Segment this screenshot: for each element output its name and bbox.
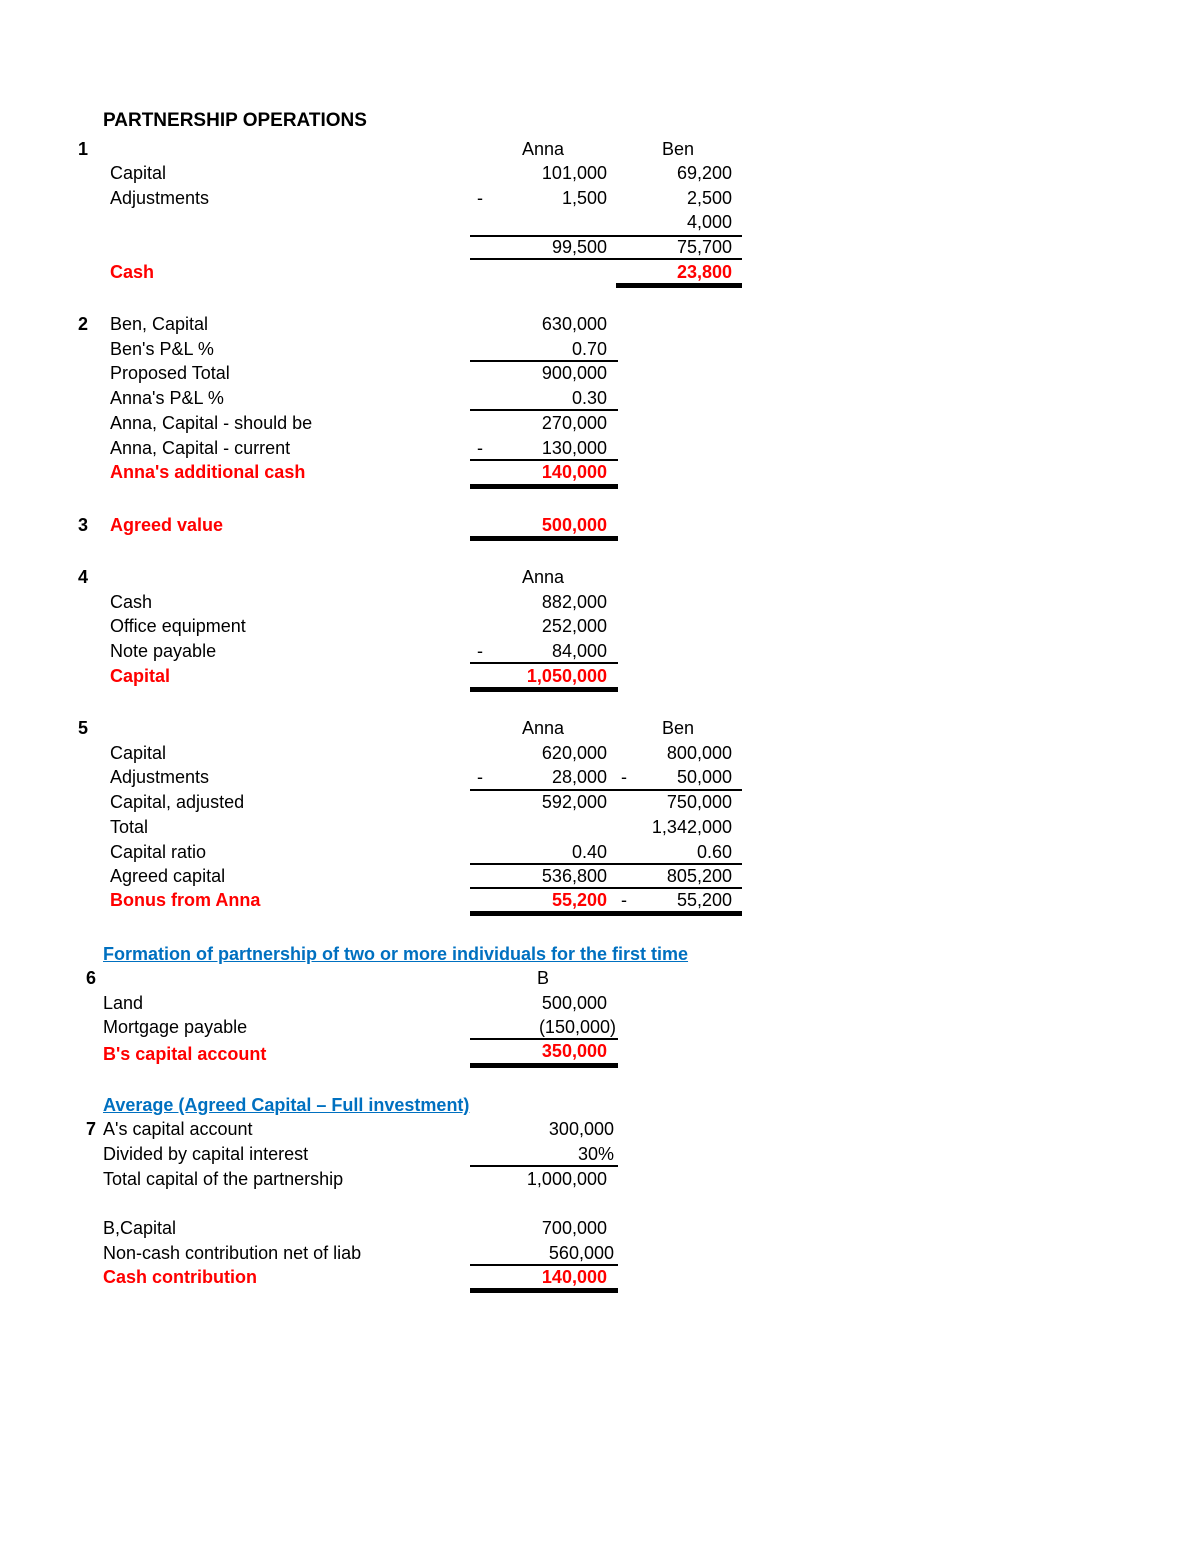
value-anna-current: 130,000 [541,438,607,458]
value-adjustments-ben-1: 2,500 [686,188,732,208]
value-b-capital-account: 350,000 [541,1041,607,1061]
minus-sign: - [621,890,627,910]
value-agreed-capital-anna: 536,800 [541,866,607,886]
value-divided-by-capital-interest: 30% [577,1144,614,1164]
value-adjustments-anna: 1,500 [561,188,607,208]
section-number-5: 5 [78,718,89,738]
value-anna-pl: 0.30 [571,388,607,408]
row-label-ben-capital: Ben, Capital [110,314,209,334]
section-heading-average: Average (Agreed Capital – Full investment) [103,1095,470,1115]
minus-sign: - [477,188,483,208]
underline [470,1165,618,1167]
value-note-payable: 84,000 [551,641,607,661]
double-underline [470,1288,618,1293]
minus-sign: - [477,641,483,661]
section-number-7: 7 [86,1119,97,1139]
row-label-b-capital-account: B's capital account [103,1044,267,1064]
value-ben-pl: 0.70 [571,339,607,359]
row-label-divided-by-capital-interest: Divided by capital interest [103,1144,309,1164]
section-number-6: 6 [86,968,97,988]
double-underline [470,687,618,692]
value-mortgage-payable: (150,000) [538,1017,616,1037]
row-label-agreed-value: Agreed value [110,515,224,535]
value-capital-adjusted-anna: 592,000 [541,792,607,812]
value-ben-capital: 630,000 [541,314,607,334]
minus-sign: - [477,438,483,458]
row-label-capital-ratio: Capital ratio [110,842,207,862]
value-subtotal-anna: 99,500 [551,237,607,257]
value-capital-ratio-anna: 0.40 [571,842,607,862]
double-underline [470,911,742,916]
page-title: PARTNERSHIP OPERATIONS [103,110,367,131]
row-label-adjustments: Adjustments [110,188,210,208]
value-b-capital: 700,000 [541,1218,607,1238]
value-total-capital: 1,000,000 [526,1169,607,1189]
double-underline [470,536,618,541]
row-label-agreed-capital: Agreed capital [110,866,226,886]
value-capital: 1,050,000 [526,666,607,686]
section-heading-formation: Formation of partnership of two or more individuals for the first time [103,944,689,964]
section-number-4: 4 [78,567,89,587]
column-header-ben: Ben [662,718,695,738]
row-label-anna-should-be: Anna, Capital - should be [110,413,313,433]
row-label-proposed-total: Proposed Total [110,363,230,383]
minus-sign: - [477,767,483,787]
value-bonus-anna: 55,200 [551,890,607,910]
double-underline [616,283,742,288]
underline [470,662,618,664]
column-header-anna: Anna [522,139,565,159]
row-label-a-capital-account: A's capital account [103,1119,253,1139]
column-header-anna: Anna [522,567,565,587]
value-proposed-total: 900,000 [541,363,607,383]
underline [470,409,618,411]
row-label-anna-pl: Anna's P&L % [110,388,224,408]
row-label-total-capital: Total capital of the partnership [103,1169,344,1189]
row-label-capital: Capital [110,743,167,763]
value-total: 1,342,000 [651,817,732,837]
value-capital-ratio-ben: 0.60 [696,842,732,862]
value-adjustments-ben: 50,000 [676,767,732,787]
value-adjustments-anna: 28,000 [551,767,607,787]
row-label-mortgage-payable: Mortgage payable [103,1017,248,1037]
row-label-capital: Capital [110,163,167,183]
value-capital-adjusted-ben: 750,000 [666,792,732,812]
value-subtotal-ben: 75,700 [676,237,732,257]
value-capital-ben: 69,200 [676,163,732,183]
double-underline [470,484,618,489]
row-label-capital: Capital [110,666,171,686]
value-agreed-capital-ben: 805,200 [666,866,732,886]
value-anna-should-be: 270,000 [541,413,607,433]
value-bonus-ben: 55,200 [676,890,732,910]
row-label-bonus-from-anna: Bonus from Anna [110,890,261,910]
section-number-2: 2 [78,314,89,334]
double-underline [470,1063,618,1068]
row-label-b-capital: B,Capital [103,1218,177,1238]
row-label-cash: Cash [110,262,155,282]
value-land: 500,000 [541,993,607,1013]
row-label-cash: Cash [110,592,153,612]
value-anna-additional-cash: 140,000 [541,462,607,482]
row-label-total: Total [110,817,149,837]
section-number-1: 1 [78,139,89,159]
section-number-3: 3 [78,515,89,535]
value-capital-ben: 800,000 [666,743,732,763]
row-label-capital-adjusted: Capital, adjusted [110,792,245,812]
row-label-cash-contribution: Cash contribution [103,1267,257,1287]
value-capital-anna: 620,000 [541,743,607,763]
column-header-anna: Anna [522,718,565,738]
value-agreed-value: 500,000 [541,515,607,535]
row-label-adjustments: Adjustments [110,767,210,787]
value-a-capital-account: 300,000 [548,1119,614,1139]
column-header-ben: Ben [662,139,695,159]
row-label-office-equipment: Office equipment [110,616,246,636]
row-label-land: Land [103,993,144,1013]
value-cash-contribution: 140,000 [541,1267,607,1287]
value-capital-anna: 101,000 [541,163,607,183]
value-office-equipment: 252,000 [541,616,607,636]
row-label-anna-current: Anna, Capital - current [110,438,291,458]
underline [470,258,742,260]
value-adjustments-ben-2: 4,000 [686,212,732,232]
column-header-b: B [537,968,550,988]
row-label-ben-pl: Ben's P&L % [110,339,214,359]
minus-sign: - [621,767,627,787]
value-non-cash-contribution: 560,000 [548,1243,614,1263]
value-cash-ben: 23,800 [676,262,732,282]
row-label-anna-additional-cash: Anna's additional cash [110,462,306,482]
row-label-non-cash-contribution: Non-cash contribution net of liab [103,1243,362,1263]
row-label-note-payable: Note payable [110,641,217,661]
value-cash: 882,000 [541,592,607,612]
